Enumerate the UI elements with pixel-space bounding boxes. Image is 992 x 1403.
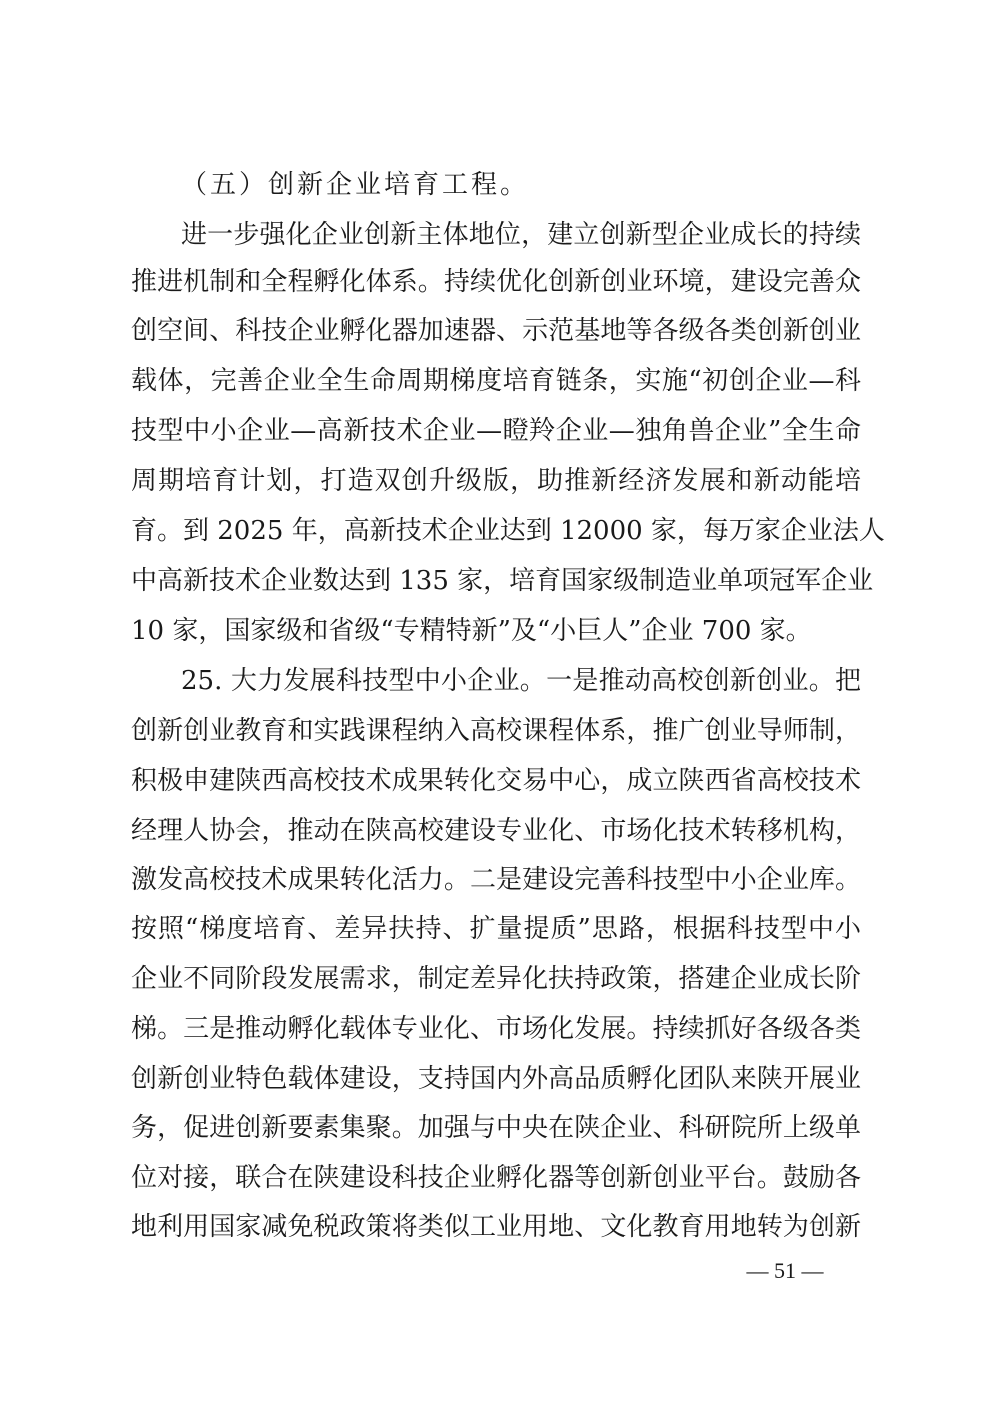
paragraph-line: 企业不同阶段发展需求，制定差异化扶持政策，搭建企业成长阶 [131, 964, 861, 994]
paragraph-line: 位对接，联合在陕建设科技企业孵化器等创新创业平台。鼓励各 [131, 1163, 861, 1193]
paragraph-line: 梯。三是推动孵化载体专业化、市场化发展。持续抓好各级各类 [131, 1014, 861, 1044]
paragraph-line: 载体，完善企业全生命周期梯度培育链条，实施“初创企业—科 [131, 366, 861, 396]
paragraph-line: 按照“梯度培育、差异扶持、扩量提质”思路，根据科技型中小 [131, 914, 861, 944]
paragraph-line: 25. 大力发展科技型中小企业。一是推动高校创新创业。把 [181, 666, 861, 696]
paragraph-line: 创新创业教育和实践课程纳入高校课程体系，推广创业导师制， [131, 716, 861, 746]
paragraph-line: 进一步强化企业创新主体地位，建立创新型企业成长的持续 [181, 220, 861, 250]
page-number: — 51 — [746, 1258, 824, 1283]
paragraph-line: 中高新技术企业数达到 135 家，培育国家级制造业单项冠军企业 [131, 566, 874, 596]
section-heading: （五）创新企业培育工程。 [181, 170, 530, 200]
paragraph-line: 周期培育计划，打造双创升级版，助推新经济发展和新动能培 [131, 466, 861, 496]
paragraph-line: 育。到 2025 年，高新技术企业达到 12000 家，每万家企业法人 [131, 516, 885, 546]
paragraph-line: 技型中小企业—高新技术企业—瞪羚企业—独角兽企业”全生命 [131, 416, 861, 446]
paragraph-line: 积极申建陕西高校技术成果转化交易中心，成立陕西省高校技术 [131, 766, 861, 796]
paragraph-line: 经理人协会，推动在陕高校建设专业化、市场化技术转移机构， [131, 816, 861, 846]
paragraph-line: 激发高校技术成果转化活力。二是建设完善科技型中小企业库。 [131, 865, 861, 895]
paragraph-line: 创新创业特色载体建设，支持国内外高品质孵化团队来陕开展业 [131, 1064, 861, 1094]
paragraph-line: 推进机制和全程孵化体系。持续优化创新创业环境，建设完善众 [131, 267, 861, 297]
paragraph-line: 10 家，国家级和省级“专精特新”及“小巨人”企业 700 家。 [131, 616, 812, 646]
paragraph-line: 创空间、科技企业孵化器加速器、示范基地等各级各类创新创业 [131, 316, 861, 346]
paragraph-line: 地利用国家减免税政策将类似工业用地、文化教育用地转为创新 [131, 1212, 861, 1242]
paragraph-line: 务，促进创新要素集聚。加强与中央在陕企业、科研院所上级单 [131, 1113, 861, 1143]
